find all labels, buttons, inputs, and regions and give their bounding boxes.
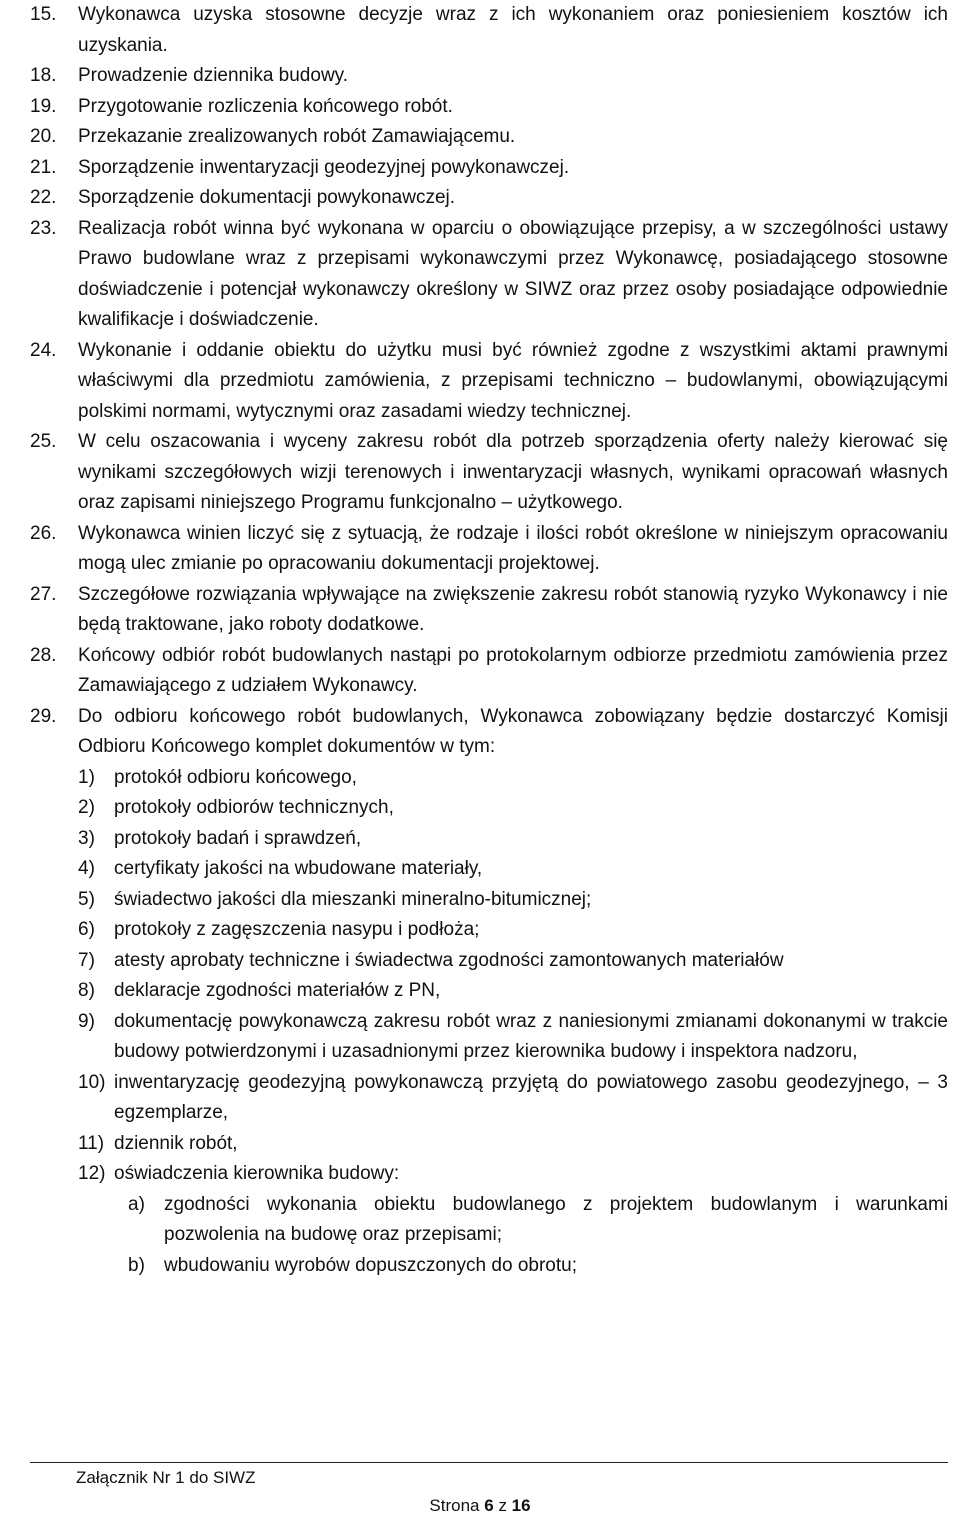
item-text: Wykonawca uzyska stosowne decyzje wraz z ich wykonaniem oraz poniesieniem kosztów ich uzyskania. xyxy=(78,4,948,56)
sub-item-text: deklaracje zgodności materiałów z PN, xyxy=(114,980,441,1001)
item-number: 29. xyxy=(30,705,57,727)
item-number: 15. xyxy=(30,4,57,25)
item-text: Do odbioru końcowego robót budowlanych, Wykonawca zobowiązany będzie dostarczyć Komisji Odbioru Końcowego komplet dokumentów w tym: xyxy=(78,705,948,757)
item-text: Wykonanie i oddanie obiektu do użytku musi być również zgodne z wszystkimi aktami prawnymi właściwymi dla przedmiotu zamówienia, z przepisami techniczno – budowlanymi, obowiązującymi polskimi normami, wytycznymi oraz zasadami wiedzy technicznej. xyxy=(78,339,948,422)
sub-item-text: dokumentację powykonawczą zakresu robót wraz z naniesionymi zmianami dokonanymi w trakcie budowy potwierdzonymi i uzasadnionymi przez kierownika budowy i inspektora nadzoru, xyxy=(114,1010,948,1062)
list-item xyxy=(30,122,948,153)
list-item xyxy=(30,641,948,702)
item-text: Prowadzenie dziennika budowy. xyxy=(78,65,349,86)
sub-item-text: certyfikaty jakości na wbudowane materiały, xyxy=(114,858,483,879)
sub-item-number: 4) xyxy=(78,858,95,879)
item-text: Przygotowanie rozliczenia końcowego robót. xyxy=(78,95,453,117)
page-total: 16 xyxy=(511,1496,531,1515)
sub-item-number: 2) xyxy=(78,797,95,818)
sub-item-text: protokoły odbiorów technicznych, xyxy=(114,797,394,818)
item-number: 22. xyxy=(30,187,57,208)
item-text: Realizacja robót winna być wykonana w oparciu o obowiązujące przepisy, a w szczególności ustawy Prawo budowlane wraz z przepisami wykonawczymi przez Wykonawcę, posiadającego stosowne doświadczenie i potencjał wykonawczy określony w SIWZ oraz przez osoby posiadające odpowiednie kwalifikacje i doświadczenie. xyxy=(78,217,948,330)
sub-item-text: dziennik robót, xyxy=(114,1132,238,1154)
list-item xyxy=(30,214,948,336)
list-item xyxy=(30,153,948,184)
sub-list-item xyxy=(78,946,948,977)
letter-item-marker: b) xyxy=(128,1254,145,1276)
list-item xyxy=(30,92,948,123)
item-number: 26. xyxy=(30,522,57,544)
item-number: 23. xyxy=(30,217,57,239)
list-item xyxy=(30,336,948,428)
sub-list-item xyxy=(78,976,948,1007)
item-text: Sporządzenie dokumentacji powykonawczej. xyxy=(78,187,456,208)
list-item xyxy=(30,183,948,214)
page-current: 6 xyxy=(484,1496,494,1515)
sub-item-number: 12) xyxy=(78,1163,106,1184)
item-text: W celu oszacowania i wyceny zakresu robót dla potrzeb sporządzenia oferty należy kierować się wynikami szczegółowych wizji terenowych i inwentaryzacji własnych, wynikami opracowań własnych oraz zapisami niniejszego Programu funkcjonalno – użytkowego. xyxy=(78,431,948,513)
sub-item-text: inwentaryzację geodezyjną powykonawczą przyjętą do powiatowego zasobu geodezyjnego, – 3 egzemplarze, xyxy=(114,1071,948,1123)
letter-item-text: wbudowaniu wyrobów dopuszczonych do obrotu; xyxy=(164,1254,577,1276)
sub-list-item xyxy=(78,854,948,885)
item-number: 18. xyxy=(30,65,57,86)
sub-item-text: atesty aprobaty techniczne i świadectwa zgodności zamontowanych materiałów xyxy=(114,949,784,971)
sub-item-number: 6) xyxy=(78,919,95,940)
sub-item-number: 5) xyxy=(78,888,95,910)
sub-list-item xyxy=(78,763,948,794)
sub-list-item xyxy=(78,915,948,946)
item-number: 24. xyxy=(30,339,57,361)
item-text: Końcowy odbiór robót budowlanych nastąpi po protokolarnym odbiorze przedmiotu zamówienia przez Zamawiającego z udziałem Wykonawcy. xyxy=(78,644,948,696)
sub-list-item xyxy=(78,793,948,824)
footer-divider xyxy=(30,1462,948,1463)
list-item xyxy=(30,580,948,641)
letter-item-text: zgodności wykonania obiektu budowlanego z projektem budowlanym i warunkami pozwolenia na budowę oraz przepisami; xyxy=(164,1193,948,1245)
list-item xyxy=(30,519,948,580)
sub-list-item xyxy=(78,885,948,916)
sub-item-number: 10) xyxy=(78,1071,106,1093)
sub-list-item xyxy=(78,1129,948,1160)
footer-attachment-label: Załącznik Nr 1 do SIWZ xyxy=(76,1468,256,1487)
item-number: 20. xyxy=(30,126,57,147)
letter-item-marker: a) xyxy=(128,1193,145,1215)
item-text: Wykonawca winien liczyć się z sytuacją, że rodzaje i ilości robót określone w niniejszym opracowaniu mogą ulec zmianie po opracowaniu dokumentacji projektowej. xyxy=(78,522,948,574)
page-number xyxy=(0,1496,960,1516)
sub-list-item xyxy=(78,1068,948,1129)
list-item xyxy=(30,0,948,61)
sub-list-item xyxy=(78,1159,948,1190)
item-text: Sporządzenie inwentaryzacji geodezyjnej powykonawczej. xyxy=(78,156,570,178)
letter-list-item xyxy=(128,1190,948,1251)
sub-list-item xyxy=(78,824,948,855)
sub-item-number: 9) xyxy=(78,1010,95,1032)
sub-item-number: 11) xyxy=(78,1132,105,1154)
page-separator: z xyxy=(498,1496,507,1515)
sub-item-text: oświadczenia kierownika budowy: xyxy=(114,1163,400,1184)
item-number: 28. xyxy=(30,644,57,666)
item-text: Przekazanie zrealizowanych robót Zamawiającemu. xyxy=(78,126,516,147)
sub-item-text: protokoły badań i sprawdzeń, xyxy=(114,827,362,849)
document-body xyxy=(30,0,948,1281)
letter-list-item xyxy=(128,1251,948,1282)
item-number: 27. xyxy=(30,583,57,605)
list-item xyxy=(30,61,948,92)
item-number: 25. xyxy=(30,431,57,452)
item-number: 19. xyxy=(30,95,57,117)
sub-item-text: protokół odbioru końcowego, xyxy=(114,766,357,788)
sub-item-text: świadectwo jakości dla mieszanki mineralno-bitumicznej; xyxy=(114,888,592,910)
item-number: 21. xyxy=(30,156,57,178)
sub-item-text: protokoły z zagęszczenia nasypu i podłoża; xyxy=(114,919,480,940)
sub-item-number: 3) xyxy=(78,827,95,849)
list-item xyxy=(30,702,948,763)
sub-item-number: 7) xyxy=(78,949,95,971)
page-prefix: Strona xyxy=(429,1496,480,1515)
sub-list-item xyxy=(78,1007,948,1068)
item-text: Szczegółowe rozwiązania wpływające na zwiększenie zakresu robót stanowią ryzyko Wykonawcy i nie będą traktowane, jako roboty dodatkowe. xyxy=(78,583,948,635)
sub-item-number: 1) xyxy=(78,766,95,788)
list-item xyxy=(30,427,948,519)
sub-item-number: 8) xyxy=(78,980,95,1001)
